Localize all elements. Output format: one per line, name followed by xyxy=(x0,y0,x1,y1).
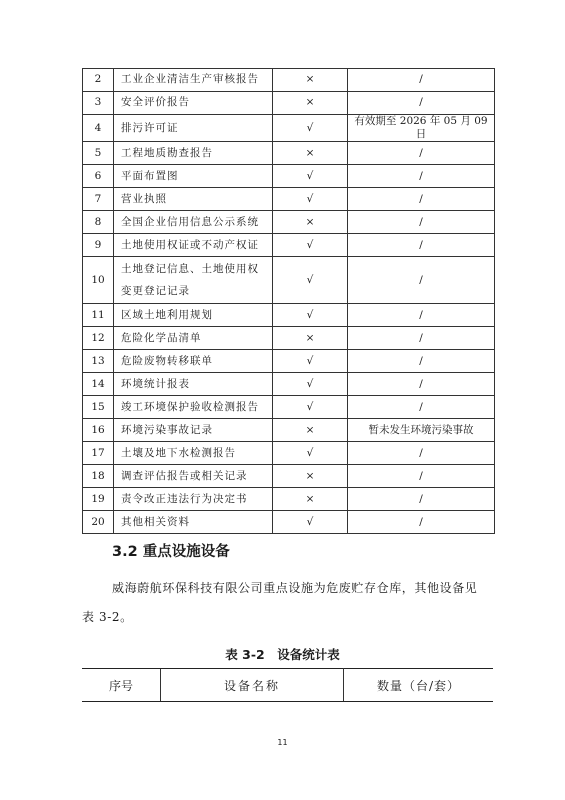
material-name: 危险化学品清单 xyxy=(114,327,273,350)
remark: / xyxy=(348,257,495,304)
remark: / xyxy=(348,373,495,396)
remark: / xyxy=(348,350,495,373)
availability-mark: √ xyxy=(273,304,348,327)
availability-mark: √ xyxy=(273,350,348,373)
availability-mark: √ xyxy=(273,115,348,142)
material-name: 调查评估报告或相关记录 xyxy=(114,465,273,488)
table-row xyxy=(83,511,495,534)
material-name: 排污许可证 xyxy=(114,115,273,142)
table-row xyxy=(83,257,495,304)
material-name: 其他相关资料 xyxy=(114,511,273,534)
row-number: 7 xyxy=(83,188,114,211)
records-table xyxy=(82,68,495,534)
remark: / xyxy=(348,327,495,350)
header-equipment-name: 设备名称 xyxy=(161,669,344,702)
material-name: 危险废物转移联单 xyxy=(114,350,273,373)
table-row xyxy=(83,69,495,92)
row-number: 9 xyxy=(83,234,114,257)
table-row xyxy=(83,234,495,257)
remark: / xyxy=(348,142,495,165)
availability-mark: × xyxy=(273,465,348,488)
remark: / xyxy=(348,188,495,211)
row-number: 12 xyxy=(83,327,114,350)
remark: / xyxy=(348,69,495,92)
table-row xyxy=(83,115,495,142)
row-number: 13 xyxy=(83,350,114,373)
remark: / xyxy=(348,488,495,511)
remark: / xyxy=(348,234,495,257)
availability-mark: × xyxy=(273,142,348,165)
material-name: 工程地质勘查报告 xyxy=(114,142,273,165)
remark: / xyxy=(348,211,495,234)
records-table-body xyxy=(83,69,495,534)
table-row xyxy=(83,350,495,373)
remark: / xyxy=(348,511,495,534)
table-row xyxy=(83,92,495,115)
material-name: 平面布置图 xyxy=(114,165,273,188)
equipment-table xyxy=(82,668,493,702)
availability-mark: × xyxy=(273,69,348,92)
table-row xyxy=(83,396,495,419)
table-row xyxy=(83,142,495,165)
table-row xyxy=(83,373,495,396)
table-header-row xyxy=(82,669,493,702)
availability-mark: × xyxy=(273,327,348,350)
row-number: 18 xyxy=(83,465,114,488)
material-name: 区域土地利用规划 xyxy=(114,304,273,327)
material-name: 工业企业清洁生产审核报告 xyxy=(114,69,273,92)
material-name-line: 变更登记记录 xyxy=(121,285,190,298)
remark: / xyxy=(348,304,495,327)
table-row xyxy=(83,327,495,350)
table-row xyxy=(83,211,495,234)
remark: / xyxy=(348,396,495,419)
material-name-line: 土地登记信息、土地使用权 xyxy=(121,263,259,276)
material-name: 全国企业信用信息公示系统 xyxy=(114,211,273,234)
material-name: 营业执照 xyxy=(114,188,273,211)
row-number: 17 xyxy=(83,442,114,465)
header-serial-number: 序号 xyxy=(82,669,161,702)
row-number: 11 xyxy=(83,304,114,327)
row-number: 5 xyxy=(83,142,114,165)
remark: / xyxy=(348,165,495,188)
section-paragraph: 威海蔚航环保科技有限公司重点设施为危废贮存仓库，其他设备见表 3-2。 xyxy=(82,581,478,624)
availability-mark: √ xyxy=(273,442,348,465)
availability-mark: √ xyxy=(273,188,348,211)
table-row xyxy=(83,442,495,465)
row-number: 15 xyxy=(83,396,114,419)
table-row xyxy=(83,419,495,442)
material-name: 环境污染事故记录 xyxy=(114,419,273,442)
availability-mark: × xyxy=(273,488,348,511)
table-row xyxy=(83,165,495,188)
section-heading: 3.2 重点设施设备 xyxy=(112,544,230,560)
material-name: 竣工环境保护验收检测报告 xyxy=(114,396,273,419)
remark: 暂未发生环境污染事故 xyxy=(348,419,495,442)
availability-mark: √ xyxy=(273,234,348,257)
page-number: 11 xyxy=(277,738,288,747)
table-row xyxy=(83,304,495,327)
row-number: 4 xyxy=(83,115,114,142)
table-caption: 表 3-2 设备统计表 xyxy=(225,647,340,662)
availability-mark: √ xyxy=(273,257,348,304)
availability-mark: × xyxy=(273,419,348,442)
material-name: 环境统计报表 xyxy=(114,373,273,396)
remark: / xyxy=(348,92,495,115)
availability-mark: √ xyxy=(273,373,348,396)
header-quantity: 数量（台/套） xyxy=(344,669,494,702)
availability-mark: √ xyxy=(273,165,348,188)
row-number: 2 xyxy=(83,69,114,92)
row-number: 20 xyxy=(83,511,114,534)
table-row xyxy=(83,488,495,511)
material-name: 土地使用权证或不动产权证 xyxy=(114,234,273,257)
row-number: 3 xyxy=(83,92,114,115)
remark: / xyxy=(348,465,495,488)
availability-mark: √ xyxy=(273,396,348,419)
row-number: 16 xyxy=(83,419,114,442)
availability-mark: √ xyxy=(273,511,348,534)
table-row xyxy=(83,465,495,488)
availability-mark: × xyxy=(273,92,348,115)
material-name: 安全评价报告 xyxy=(114,92,273,115)
row-number: 8 xyxy=(83,211,114,234)
remark: 有效期至 2026 年 05 月 09 日 xyxy=(348,115,495,142)
availability-mark: × xyxy=(273,211,348,234)
row-number: 10 xyxy=(83,257,114,304)
material-name: 土壤及地下水检测报告 xyxy=(114,442,273,465)
row-number: 6 xyxy=(83,165,114,188)
table-row xyxy=(83,188,495,211)
material-name xyxy=(114,257,273,304)
row-number: 19 xyxy=(83,488,114,511)
material-name: 责令改正违法行为决定书 xyxy=(114,488,273,511)
remark: / xyxy=(348,442,495,465)
row-number: 14 xyxy=(83,373,114,396)
